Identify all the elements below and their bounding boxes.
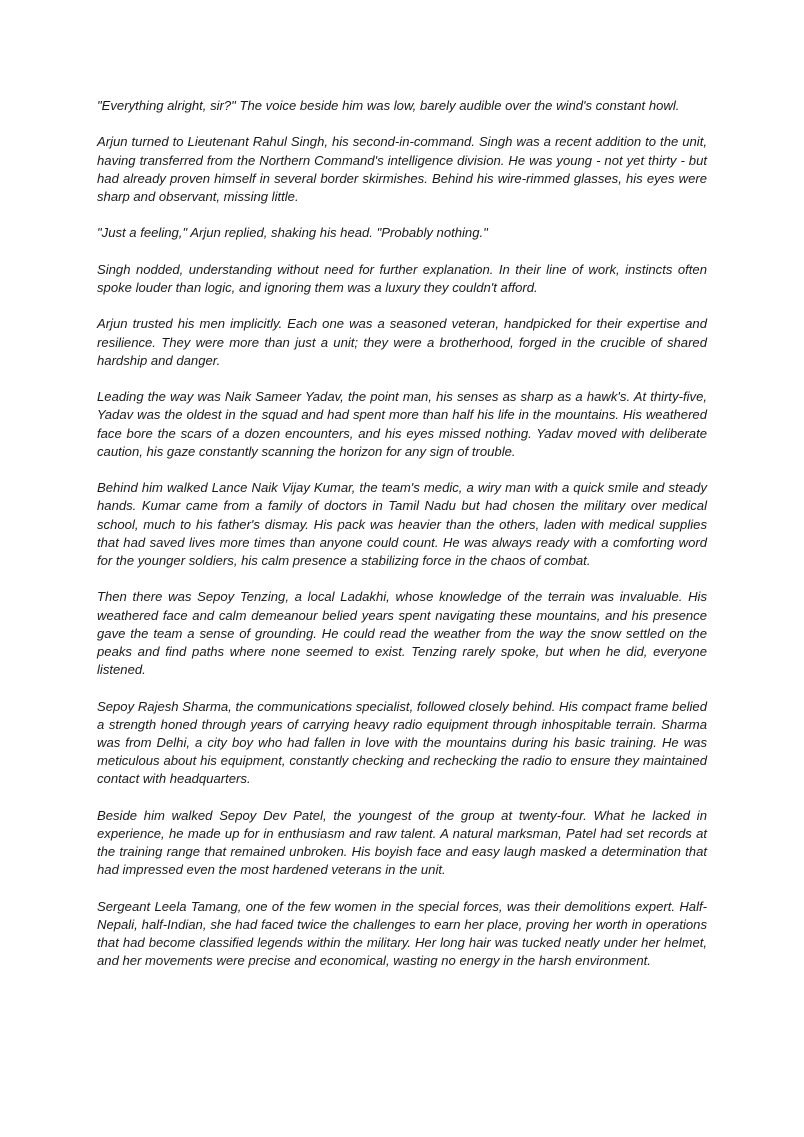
paragraph-6: Leading the way was Naik Sameer Yadav, the point man, his senses as sharp as a hawk's. At thirty-five, Yadav was the oldest in the squad and had spent more than half his life in the mountains. His weathered face bore the scars of a dozen encounters, and his eyes missed nothing. Yadav moved with deliberate caution, his gaze constantly scanning the horizon for any sign of trouble. [97,389,707,459]
paragraph-10: Beside him walked Sepoy Dev Patel, the youngest of the group at twenty-four. What he lacked in experience, he made up for in enthusiasm and raw talent. A natural marksman, Patel had set records at the training range that remained unbroken. His boyish face and easy laugh masked a determination that had impressed even the most hardened veterans in the unit. [97,807,707,878]
document-page [97,97,707,989]
paragraph-8: Then there was Sepoy Tenzing, a local Ladakhi, whose knowledge of the terrain was invaluable. His weathered face and calm demeanour belied years spent navigating these mountains, and his presence gave the team a sense of grounding. He could read the weather from the way the snow settled on the peaks and find paths where none seemed to exist. Tenzing rarely spoke, but when he did, everyone listened. [97,589,707,678]
paragraph-3: "Just a feeling," Arjun replied, shaking his head. "Probably nothing." [97,225,488,241]
paragraph-5: Arjun trusted his men implicitly. Each one was a seasoned veteran, handpicked for their expertise and resilience. They were more than just a unit; they were a brotherhood, forged in the crucible of shared hardship and danger. [97,316,707,368]
paragraph-9: Sepoy Rajesh Sharma, the communications specialist, followed closely behind. His compact frame belied a strength honed through years of carrying heavy radio equipment through inhospitable terrain. Sharma was from Delhi, a city boy who had fallen in love with the mountains during his basic training. He was meticulous about his equipment, constantly checking and rechecking the radio to ensure they maintained contact with headquarters. [97,698,707,787]
paragraph-4: Singh nodded, understanding without need for further explanation. In their line of work, instincts often spoke louder than logic, and ignoring them was a luxury they couldn't afford. [97,261,707,295]
paragraph-2: Arjun turned to Lieutenant Rahul Singh, his second-in-command. Singh was a recent addition to the unit, having transferred from the Northern Command's intelligence division. He was young - not yet thirty - but had already proven himself in several border skirmishes. Behind his wire-rimmed glasses, his eyes were sharp and observant, missing little. [97,134,707,204]
paragraph-1: "Everything alright, sir?" The voice beside him was low, barely audible over the wind's constant howl. [97,98,680,113]
paragraph-7: Behind him walked Lance Naik Vijay Kumar, the team's medic, a wiry man with a quick smile and steady hands. Kumar came from a family of doctors in Tamil Nadu but had chosen the military over medical school, much to his father's dismay. His pack was heavier than the others, laden with medical supplies that had saved lives more times than anyone could count. He was always ready with a comforting word for the younger soldiers, his calm presence a stabilizing force in the chaos of combat. [97,480,707,568]
paragraph-11: Sergeant Leela Tamang, one of the few women in the special forces, was their demolitions expert. Half-Nepali, half-Indian, she had faced twice the challenges to earn her place, proving her worth in operations that had become classified legends within the military. Her long hair was tucked neatly under her helmet, and her movements were precise and economical, wasting no energy in the harsh environment. [97,898,707,969]
